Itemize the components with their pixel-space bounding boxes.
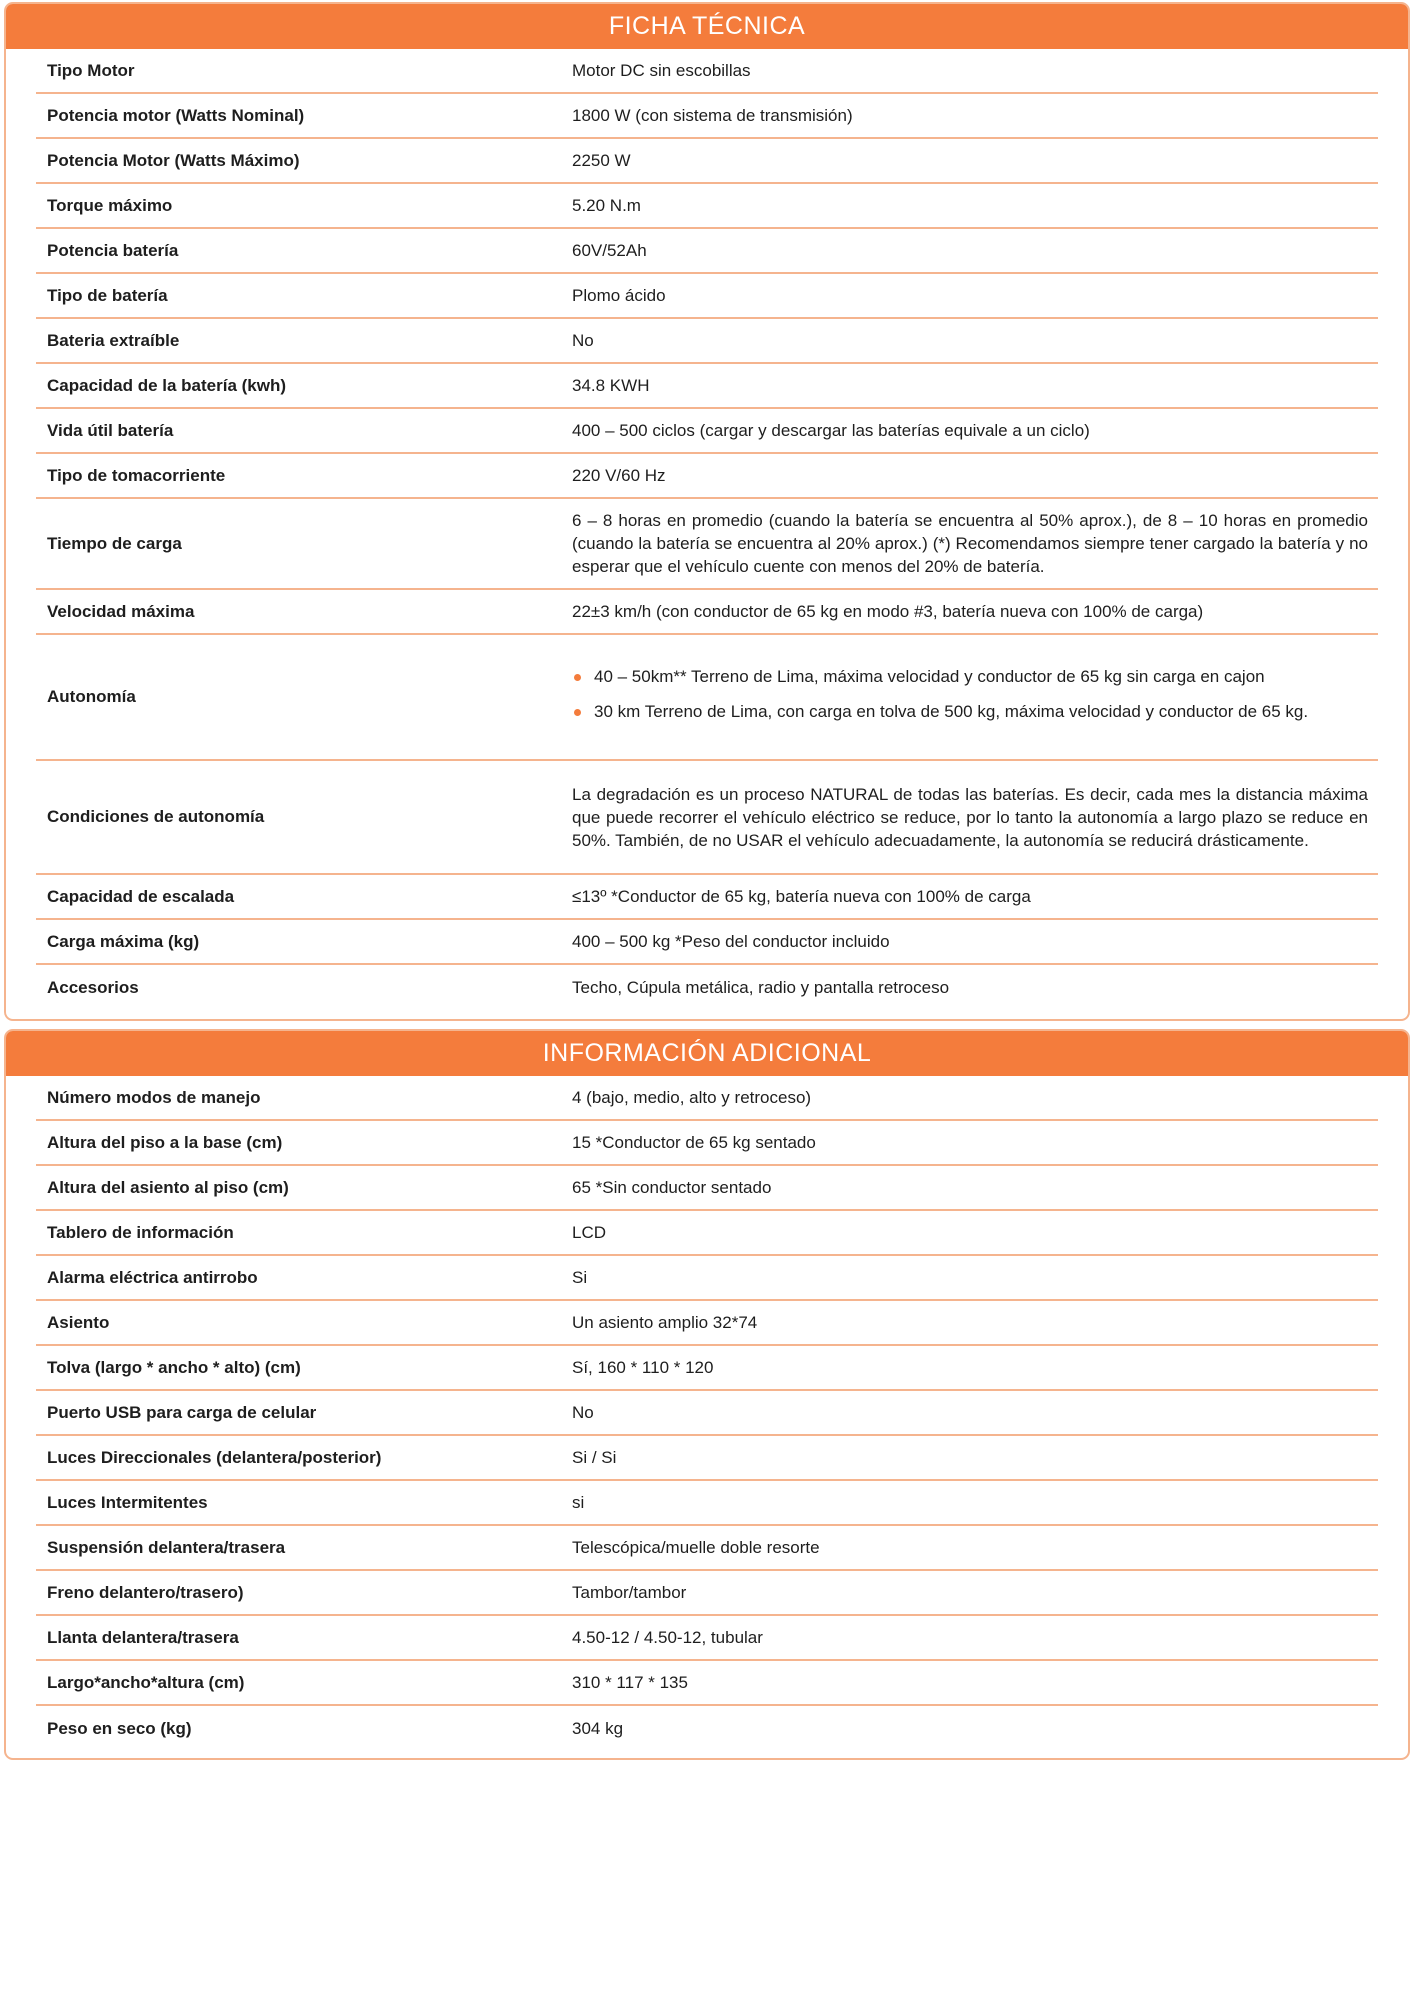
spec-row-luces-direccionales: [36, 1436, 1378, 1481]
spec-row-vida-util: [36, 409, 1378, 454]
spec-label: Tipo de tomacorriente: [47, 465, 226, 485]
spec-label: Capacidad de escalada: [47, 886, 235, 906]
spec-label: Potencia Motor (Watts Máximo): [47, 150, 300, 170]
spec-label: Bateria extraíble: [47, 330, 180, 350]
spec-label: Velocidad máxima: [47, 601, 195, 621]
spec-row-condiciones-autonomia: [36, 761, 1378, 875]
spec-row-potencia-maxima: [36, 139, 1378, 184]
spec-label: Accesorios: [47, 977, 139, 997]
spec-row-velocidad-maxima: [36, 590, 1378, 635]
spec-label: Tipo de batería: [47, 285, 168, 305]
spec-row-suspension: [36, 1526, 1378, 1571]
spec-label: Freno delantero/trasero): [47, 1582, 244, 1602]
spec-value: 65 *Sin conductor sentado: [572, 1178, 772, 1197]
spec-label: Alarma eléctrica antirrobo: [47, 1267, 258, 1287]
spec-row-potencia-bateria: [36, 229, 1378, 274]
spec-value: La degradación es un proceso NATURAL de todas las baterías. Es decir, cada mes la distancia máxima que puede recorrer el vehículo eléctrico se reduce, por lo tanto la autonomía a largo plazo se reduce en 50%. También, de no USAR el vehículo adecuadamente, la autonomía se reducirá drásticamente.: [572, 784, 1368, 850]
spec-label: Llanta delantera/trasera: [47, 1627, 239, 1647]
spec-label: Asiento: [47, 1312, 110, 1332]
spec-label: Tablero de información: [47, 1222, 234, 1242]
ficha-tecnica-table: [36, 49, 1378, 1010]
spec-label: Luces Direccionales (delantera/posterior): [47, 1447, 382, 1467]
bullet-dot-icon: [574, 674, 581, 681]
spec-value: Techo, Cúpula metálica, radio y pantalla retroceso: [572, 978, 950, 997]
spec-value: 22±3 km/h (con conductor de 65 kg en modo #3, batería nueva con 100% de carga): [572, 602, 1204, 621]
spec-row-luces-intermitentes: [36, 1481, 1378, 1526]
spec-value: 6 – 8 horas en promedio (cuando la batería se encuentra al 50% aprox.), de 8 – 10 horas en promedio (cuando la batería se encuentra al 20% aprox.) (*) Recomendamos siempre tener cargado la batería y no esperar que el vehículo cuente con menos del 20% de batería.: [572, 511, 1368, 576]
spec-row-tablero: [36, 1211, 1378, 1256]
spec-value: 2250 W: [572, 151, 631, 170]
spec-row-carga-maxima: [36, 920, 1378, 965]
list-item-text: 30 km Terreno de Lima, con carga en tolva de 500 kg, máxima velocidad y conductor de 65 kg.: [594, 702, 1309, 721]
spec-value: Un asiento amplio 32*74: [572, 1313, 758, 1332]
spec-label: Condiciones de autonomía: [47, 807, 265, 826]
spec-value: si: [572, 1493, 585, 1512]
spec-label: Carga máxima (kg): [47, 931, 200, 951]
spec-row-peso-seco: [36, 1706, 1378, 1751]
bullet-dot-icon: [574, 709, 581, 716]
spec-value: Plomo ácido: [572, 286, 666, 305]
spec-row-tiempo-carga: [36, 499, 1378, 590]
spec-row-alarma: [36, 1256, 1378, 1301]
spec-row-tolva: [36, 1346, 1378, 1391]
spec-row-tomacorriente: [36, 454, 1378, 499]
spec-value: LCD: [572, 1223, 607, 1242]
spec-value: 4.50-12 / 4.50-12, tubular: [572, 1628, 763, 1647]
spec-value: No: [572, 1403, 594, 1422]
spec-label: Altura del piso a la base (cm): [47, 1132, 283, 1152]
spec-value: 400 – 500 kg *Peso del conductor incluido: [572, 932, 890, 951]
spec-label: Potencia batería: [47, 240, 179, 260]
spec-value: 304 kg: [572, 1719, 624, 1738]
spec-value: Si: [572, 1268, 588, 1287]
spec-label: Torque máximo: [47, 195, 173, 215]
spec-label: Largo*ancho*altura (cm): [47, 1672, 245, 1692]
spec-value: No: [572, 331, 594, 350]
informacion-adicional-table: [36, 1076, 1378, 1751]
list-item-text: 40 – 50km** Terreno de Lima, máxima velocidad y conductor de 65 kg sin carga en cajon: [594, 667, 1265, 686]
spec-row-accesorios: [36, 965, 1378, 1010]
spec-label: Potencia motor (Watts Nominal): [47, 105, 305, 125]
informacion-adicional-title: INFORMACIÓN ADICIONAL: [6, 1031, 1408, 1076]
spec-row-capacidad-escalada: [36, 875, 1378, 920]
ficha-tecnica-title: FICHA TÉCNICA: [6, 4, 1408, 49]
spec-value: 5.20 N.m: [572, 196, 641, 215]
spec-row-freno: [36, 1571, 1378, 1616]
spec-value: 4 (bajo, medio, alto y retroceso): [572, 1088, 812, 1107]
spec-row-autonomia: [36, 635, 1378, 761]
spec-value: Sí, 160 * 110 * 120: [572, 1358, 714, 1377]
autonomia-list: [572, 665, 1368, 723]
spec-row-altura-piso: [36, 1121, 1378, 1166]
informacion-adicional-panel: [4, 1029, 1410, 1760]
spec-value: 310 * 117 * 135: [572, 1673, 688, 1692]
spec-label: Altura del asiento al piso (cm): [47, 1177, 289, 1197]
spec-label: Autonomía: [47, 687, 136, 706]
spec-value: Tambor/tambor: [572, 1583, 687, 1602]
spec-value: 1800 W (con sistema de transmisión): [572, 106, 853, 125]
spec-label: Tiempo de carga: [47, 533, 182, 553]
spec-row-altura-asiento: [36, 1166, 1378, 1211]
spec-value: 60V/52Ah: [572, 241, 647, 260]
spec-value: 400 – 500 ciclos (cargar y descargar las baterías equivale a un ciclo): [572, 421, 1090, 440]
spec-row-puerto-usb: [36, 1391, 1378, 1436]
list-item: [572, 700, 1368, 723]
spec-row-torque: [36, 184, 1378, 229]
spec-row-tipo-bateria: [36, 274, 1378, 319]
spec-label: Peso en seco (kg): [47, 1718, 192, 1738]
spec-label: Vida útil batería: [47, 420, 174, 440]
spec-row-asiento: [36, 1301, 1378, 1346]
spec-value: ≤13º *Conductor de 65 kg, batería nueva con 100% de carga: [572, 887, 1031, 906]
spec-value: 15 *Conductor de 65 kg sentado: [572, 1133, 816, 1152]
spec-value: Telescópica/muelle doble resorte: [572, 1538, 820, 1557]
spec-row-tipo-motor: [36, 49, 1378, 94]
spec-label: Número modos de manejo: [47, 1087, 261, 1107]
spec-row-capacidad-bateria: [36, 364, 1378, 409]
ficha-tecnica-panel: [4, 2, 1410, 1021]
spec-row-modos-manejo: [36, 1076, 1378, 1121]
spec-row-dimensiones: [36, 1661, 1378, 1706]
spec-label: Puerto USB para carga de celular: [47, 1402, 317, 1422]
spec-label: Suspensión delantera/trasera: [47, 1537, 286, 1557]
spec-value: Si / Si: [572, 1448, 617, 1467]
spec-value: 34.8 KWH: [572, 376, 650, 395]
spec-value: [572, 659, 1378, 735]
spec-label: Luces Intermitentes: [47, 1492, 208, 1512]
spec-value: 220 V/60 Hz: [572, 466, 666, 485]
spec-label: Tipo Motor: [47, 60, 135, 80]
list-item: [572, 665, 1368, 688]
spec-label: Capacidad de la batería (kwh): [47, 375, 287, 395]
spec-label: Tolva (largo * ancho * alto) (cm): [47, 1357, 301, 1377]
spec-row-bateria-extraible: [36, 319, 1378, 364]
spec-value: Motor DC sin escobillas: [572, 61, 751, 80]
spec-row-potencia-nominal: [36, 94, 1378, 139]
spec-row-llanta: [36, 1616, 1378, 1661]
